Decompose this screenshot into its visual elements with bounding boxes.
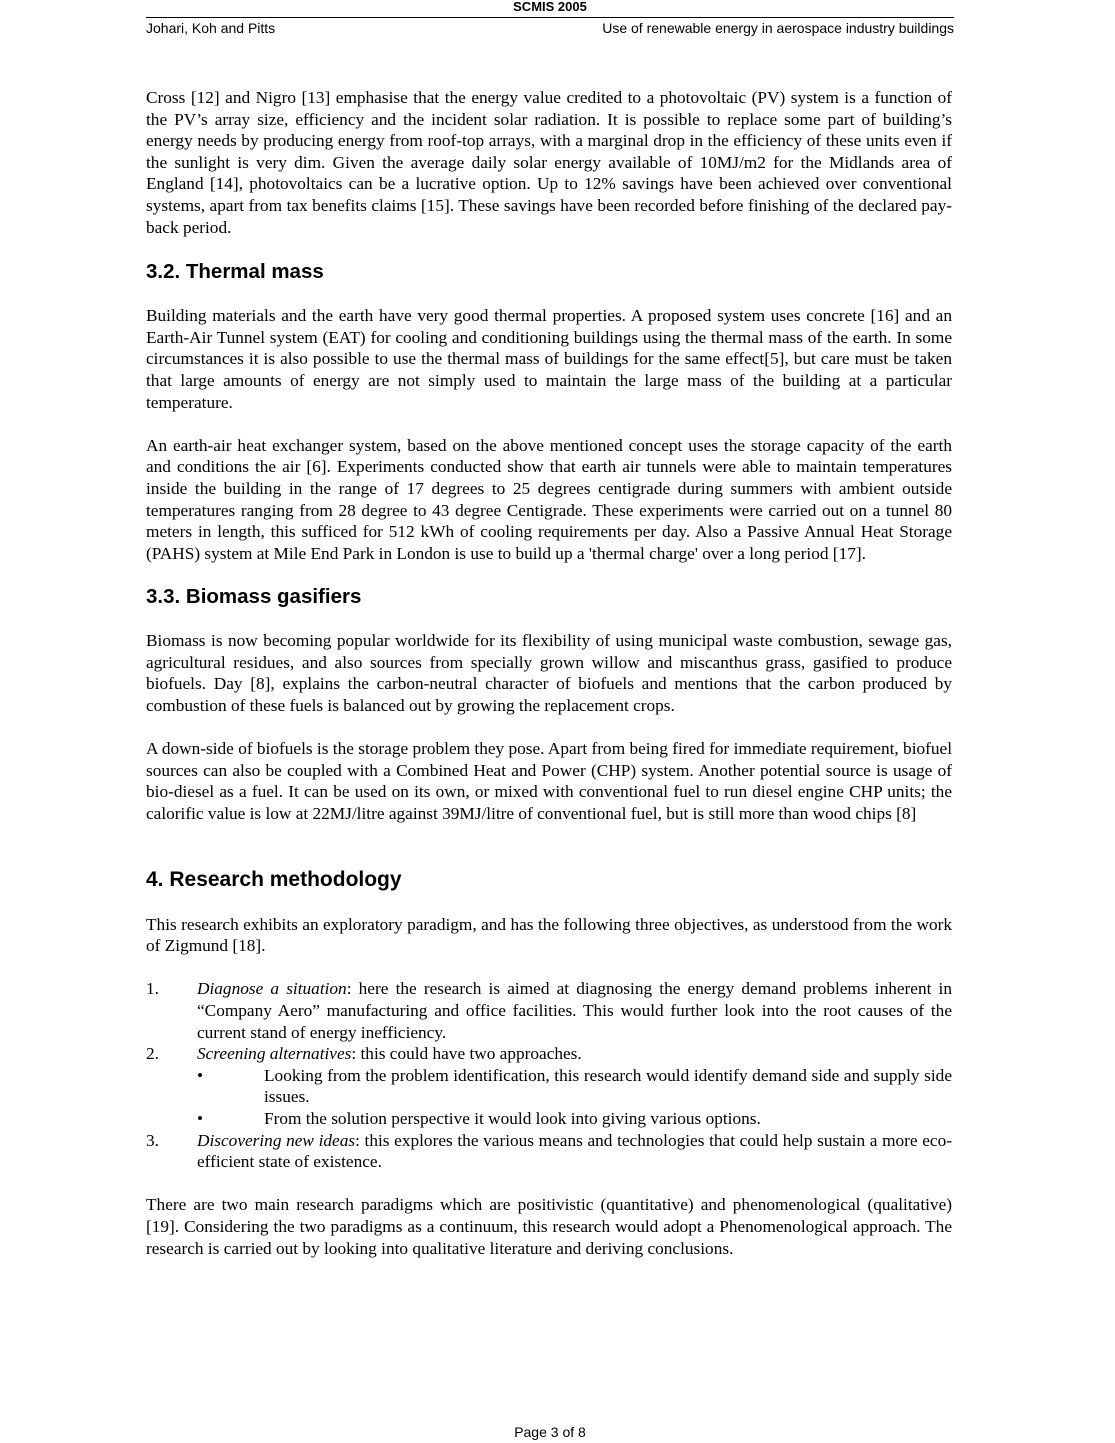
bullet-text: From the solution perspective it would look into giving various options.	[264, 1108, 761, 1128]
biomass-paragraph-1: Biomass is now becoming popular worldwide for its flexibility of using municipal waste combustion, sewage gas, agricultural residues, and also sources from specially grown willow and miscanthus grass, gasified to produce biofuels. Day [8], explains the carbon-neutral character of biofuels and mentions that the carbon produced by combustion of these fuels is balanced out by growing the replacement crops.	[146, 631, 952, 716]
page-number: Page 3 of 8	[514, 1424, 586, 1440]
list-number: 2.	[146, 1044, 159, 1064]
section-heading-biomass-gasifiers: 3.3. Biomass gasifiers	[146, 585, 362, 609]
running-header-paper-title: Use of renewable energy in aerospace industry buildings	[602, 20, 954, 36]
body-text	[146, 87, 952, 1259]
list-item-text	[197, 1130, 952, 1173]
methodology-paragraph-2: There are two main research paradigms which are positivistic (quantitative) and phenomenological (qualitative) [19]. Considering the two paradigms as a continuum, this research would adopt a Phenomenological approach. The research is carried out by looking into qualitative literature and deriving conclusions.	[146, 1195, 952, 1258]
intro-paragraph: Cross [12] and Nigro [13] emphasise that the energy value credited to a photovoltaic (PV) system is a function of the PV’s array size, efficiency and the incident solar radiation. It is possible to replace some part of building’s energy needs by producing energy from roof-top arrays, with a marginal drop in the efficiency of these units even if the sunlight is very dim. Given the average daily solar energy available of 10MJ/m2 for the Midlands area of England [14], photovoltaics can be a lucrative option. Up to 12% savings have been achieved over conventional systems, apart from tax benefits claims [15]. These savings have been recorded before finishing of the declared pay-back period.	[146, 88, 952, 237]
running-header-title: SCMIS 2005	[513, 0, 587, 14]
section-heading-research-methodology: 4. Research methodology	[146, 867, 402, 891]
bullet-glyph: •	[197, 1108, 204, 1128]
list-number: 3.	[146, 1130, 159, 1150]
list-item-text	[197, 978, 952, 1043]
methodology-paragraph-1: This research exhibits an exploratory paradigm, and has the following three objectives, as understood from the work of Zigmund [18].	[146, 914, 952, 956]
list-item	[146, 1130, 952, 1173]
list-term: Discovering new ideas	[197, 1130, 356, 1150]
list-number: 1.	[146, 979, 159, 999]
thermal-mass-paragraph-1: Building materials and the earth have very good thermal properties. A proposed system uses concrete [16] and an Earth-Air Tunnel system (EAT) for cooling and conditioning buildings using the thermal mass of the earth. In some circumstances it is also possible to use the thermal mass of buildings for the same effect[5], but care must be taken that large amounts of energy are not simply used to maintain the large mass of the building at a particular temperature.	[146, 306, 952, 412]
running-header-authors: Johari, Koh and Pitts	[146, 20, 276, 36]
list-term: Screening alternatives	[197, 1044, 352, 1064]
bullet-item	[197, 1065, 952, 1108]
list-description: : here the research is aimed at diagnosing the energy demand problems inherent in “Company Aero” manufacturing and office facilities. This would further look into the root causes of the current stand of energy inefficiency.	[197, 979, 952, 1042]
list-description: : this explores the various means and technologies that could help sustain a more eco-efficient state of existence.	[197, 1130, 952, 1172]
sub-bullet-list	[146, 1065, 952, 1130]
thermal-mass-paragraph-2: An earth-air heat exchanger system, based on the above mentioned concept uses the storage capacity of the earth and conditions the air [6]. Experiments conducted show that earth air tunnels were able to maintain temperatures inside the building in the range of 17 degrees to 25 degrees centigrade during summers with ambient outside temperatures ranging from 28 degree to 43 degree Centigrade. These experiments were carried out on a tunnel 80 meters in length, this sufficed for 512 kWh of cooling requirements per day. Also a Passive Annual Heat Storage (PAHS) system at Mile End Park in London is use to build up a 'thermal charge' over a long period [17].	[146, 435, 952, 563]
list-item	[146, 978, 952, 1043]
list-item	[146, 1043, 952, 1065]
section-heading-thermal-mass: 3.2. Thermal mass	[146, 260, 324, 284]
objectives-list	[146, 978, 952, 1172]
bullet-text: Looking from the problem identification, this research would identify demand side and supply side issues.	[264, 1065, 952, 1107]
bullet-glyph: •	[197, 1065, 204, 1085]
header-rule	[146, 17, 954, 18]
list-item-text	[197, 1043, 952, 1065]
list-description: : this could have two approaches.	[351, 1044, 582, 1064]
biomass-paragraph-2: A down-side of biofuels is the storage problem they pose. Apart from being fired for immediate requirement, biofuel sources can also be coupled with a Combined Heat and Power (CHP) system. Another potential source is usage of bio-diesel as a fuel. It can be used on its own, or mixed with conventional fuel to run diesel engine CHP units; the calorific value is low at 22MJ/litre against 39MJ/litre of conventional fuel, but is still more than wood chips [8]	[146, 739, 952, 824]
bullet-item	[197, 1108, 952, 1130]
list-term: Diagnose a situation	[197, 979, 347, 999]
